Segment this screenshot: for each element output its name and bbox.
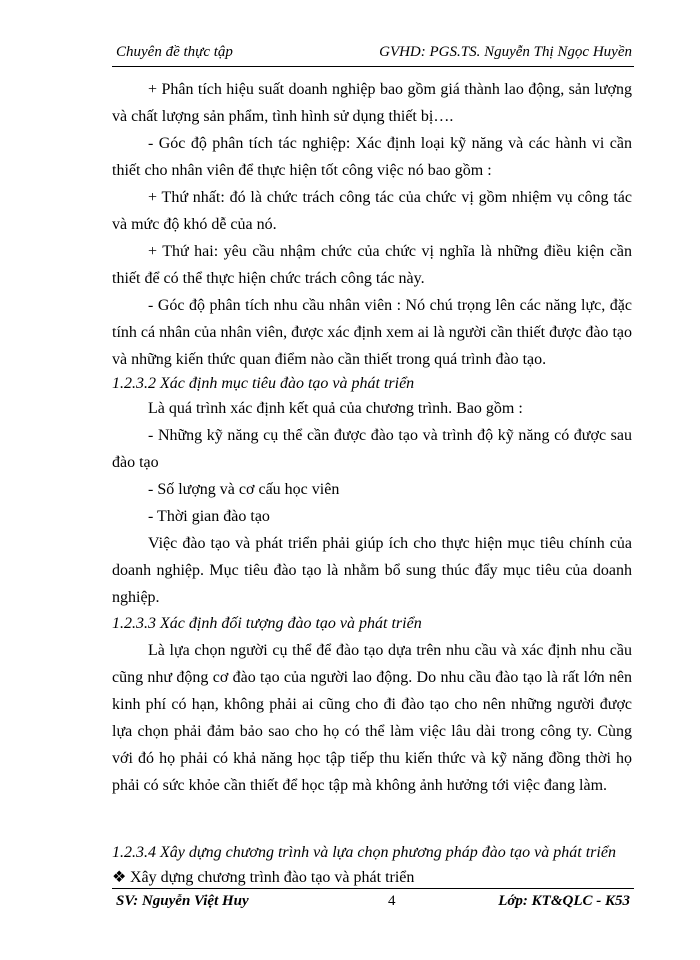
header-rule bbox=[112, 66, 634, 67]
footer-rule bbox=[112, 888, 634, 889]
diamond-bullet-icon: ❖ bbox=[112, 869, 127, 886]
footer-left: SV: Nguyễn Việt Huy bbox=[116, 893, 249, 909]
paragraph: + Thứ nhất: đó là chức trách công tác của chức vị gồm nhiệm vụ công tác và mức độ khó dễ của nó. bbox=[112, 189, 632, 233]
page-header bbox=[112, 44, 632, 64]
paragraph: - Góc độ phân tích nhu cầu nhân viên : Nó chú trọng lên các năng lực, đặc tính cá nhân của nhân viên, được xác định xem ai là người cần thiết được đào tạo và những kiến thức quan điểm nào cần thiết trong quá trình đào tạo. bbox=[112, 297, 632, 368]
section-heading: 1.2.3.2 Xác định mục tiêu đào tạo và phát triển bbox=[112, 375, 415, 392]
header-left: Chuyên đề thực tập bbox=[116, 44, 233, 60]
paragraph: - Những kỹ năng cụ thể cần được đào tạo và trình độ kỹ năng có được sau đào tạo bbox=[112, 427, 632, 471]
footer-right: Lớp: KT&QLC - K53 bbox=[498, 893, 630, 909]
paragraph: + Phân tích hiệu suất doanh nghiệp bao gồm giá thành lao động, sản lượng và chất lượng sản phẩm, tình hình sử dụng thiết bị…. bbox=[112, 81, 632, 125]
page-body bbox=[112, 76, 632, 891]
paragraph: - Thời gian đào tạo bbox=[148, 508, 270, 525]
page-footer bbox=[112, 893, 634, 913]
paragraph: - Góc độ phân tích tác nghiệp: Xác định loại kỹ năng và các hành vi cần thiết cho nhân viên để thực hiện tốt công việc nó bao gồm : bbox=[112, 135, 632, 179]
paragraph: + Thứ hai: yêu cầu nhậm chức của chức vị nghĩa là những điều kiện cần thiết để có thể thực hiện chức trách công tác này. bbox=[112, 243, 632, 287]
section-heading: 1.2.3.3 Xác định đối tượng đào tạo và phát triển bbox=[112, 615, 422, 632]
section-heading: 1.2.3.4 Xây dựng chương trình và lựa chọn phương pháp đào tạo và phát triển bbox=[112, 844, 616, 861]
paragraph: Là lựa chọn người cụ thể để đào tạo dựa trên nhu cầu và xác định nhu cầu cũng như động cơ đào tạo của người lao động. Do nhu cầu đào tạo là rất lớn nên kinh phí có hạn, không phải ai cũng cho đi đào tạo cho nên những người được lựa chọn phải đảm bảo sao cho họ có thể làm việc lâu dài trong công ty. Cùng với đó họ phải có khả năng học tập tiếp thu kiến thức và kỹ năng đồng thời họ phải có sức khỏe cần thiết để học tập mà không ảnh hưởng tới việc đang làm. bbox=[112, 642, 632, 794]
paragraph: Là quá trình xác định kết quả của chương trình. Bao gồm : bbox=[148, 400, 523, 417]
header-right: GVHD: PGS.TS. Nguyễn Thị Ngọc Huyền bbox=[379, 44, 632, 60]
paragraph: - Số lượng và cơ cấu học viên bbox=[148, 481, 340, 498]
paragraph: Việc đào tạo và phát triển phải giúp ích cho thực hiện mục tiêu chính của doanh nghiệp. Mục tiêu đào tạo là nhằm bổ sung thúc đẩy mục tiêu của doanh nghiệp. bbox=[112, 535, 632, 606]
page-number: 4 bbox=[388, 893, 396, 909]
bullet-text: Xây dựng chương trình đào tạo và phát triển bbox=[130, 869, 415, 886]
